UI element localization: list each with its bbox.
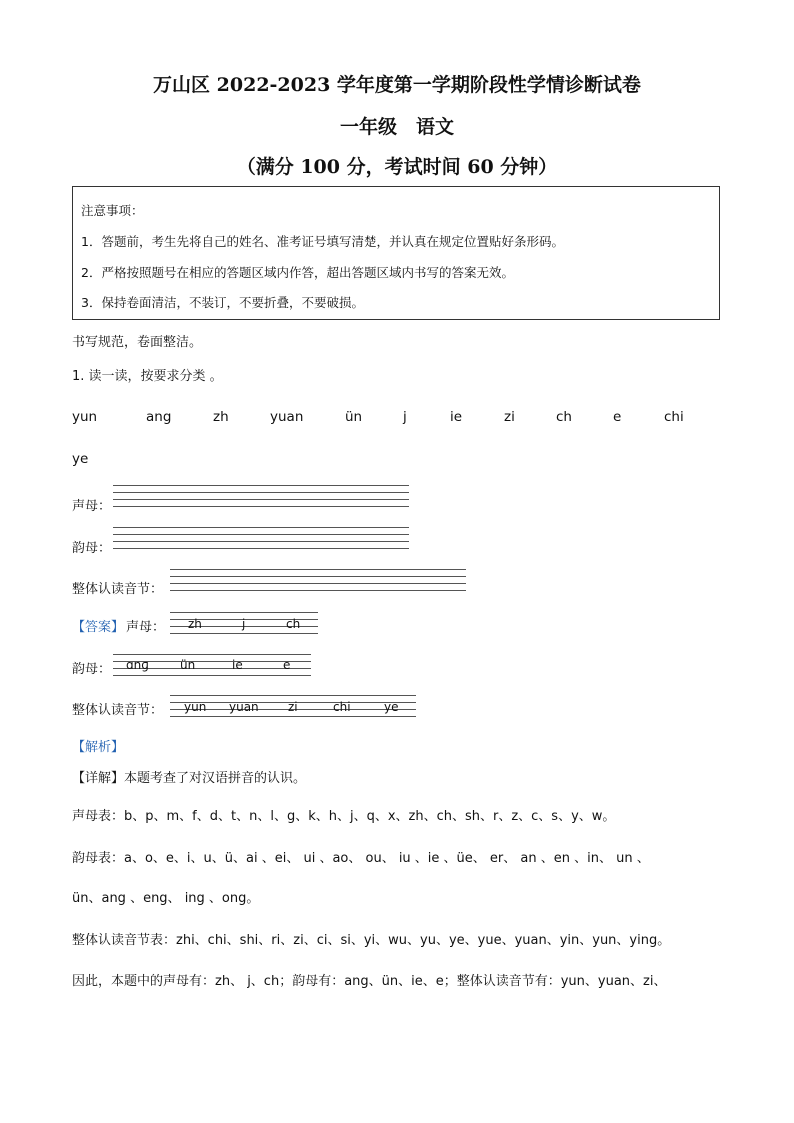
syllable: ch bbox=[556, 409, 572, 425]
analysis-detail: 【详解】本题考查了对汉语拼音的认识。 bbox=[72, 771, 307, 786]
yunmu-writing-lines[interactable] bbox=[113, 527, 409, 551]
shengmu-writing-lines[interactable] bbox=[113, 485, 409, 509]
answer-yunmu-item: ün bbox=[180, 658, 196, 672]
shengmu-label: 声母： bbox=[72, 499, 112, 514]
notice-item: 1．答题前，考生先将自己的姓名、准考证号填写清楚，并认真在规定位置贴好条形码。 bbox=[81, 234, 564, 249]
syllable: yuan bbox=[270, 409, 304, 425]
syllable: chi bbox=[664, 409, 684, 425]
answer-zhengti-item: chi bbox=[333, 700, 351, 714]
exam-meta: （满分 100 分，考试时间 60 分钟） bbox=[236, 156, 558, 178]
answer-yunmu-item: ie bbox=[232, 658, 243, 672]
answer-zhengti-item: zi bbox=[288, 700, 298, 714]
answer-yunmu-item: ɑnɡ bbox=[126, 658, 149, 672]
answer-yunmu-item: e bbox=[283, 658, 291, 672]
answer-tag: 【答案】 bbox=[72, 620, 125, 635]
notice-item: 2．严格按照题号在相应的答题区域内作答，超出答题区域内书写的答案无效。 bbox=[81, 265, 514, 280]
page-title: 万山区 2022-2023 学年度第一学期阶段性学情诊断试卷 bbox=[153, 74, 641, 96]
zhengti-writing-lines[interactable] bbox=[170, 569, 466, 593]
analysis-line: ün、ang 、eng、 ing 、ong。 bbox=[72, 891, 260, 906]
syllable: zi bbox=[504, 409, 515, 425]
notice-item: 3．保持卷面清洁，不装订，不要折叠，不要破损。 bbox=[81, 295, 364, 310]
syllable: j bbox=[403, 409, 407, 425]
answer-zhengti-item: yun bbox=[184, 700, 207, 714]
syllable: e bbox=[613, 409, 622, 425]
analysis-line: 因此，本题中的声母有：zh、 j、ch；韵母有：ang、ün、ie、e；整体认读音节有：yun、yuan、zi、 bbox=[72, 974, 667, 989]
zhengti-label: 整体认读音节： bbox=[72, 582, 164, 597]
answer-shengmu-item: zh bbox=[188, 617, 202, 631]
answer-zhengti-item: yuan bbox=[229, 700, 259, 714]
yunmu-label: 韵母： bbox=[72, 541, 112, 556]
analysis-line: 整体认读音节表：zhi、chi、shi、ri、zi、ci、si、yi、wu、yu、ye、yue、yuan、yin、yun、ying。 bbox=[72, 933, 671, 948]
answer-zhengti-label: 整体认读音节： bbox=[72, 703, 164, 718]
analysis-tag: 【解析】 bbox=[72, 740, 125, 755]
syllable: zh bbox=[213, 409, 229, 425]
syllable: yun bbox=[72, 409, 98, 425]
syllable: ye bbox=[72, 451, 89, 467]
answer-shengmu-item: ch bbox=[286, 617, 301, 631]
syllable: ang bbox=[146, 409, 172, 425]
answer-zhengti-item: ye bbox=[384, 700, 399, 714]
analysis-line: 韵母表：a、o、e、i、u、ü、ai 、ei、 ui 、ao、 ou、 iu 、ie 、üe、 er、 an 、en 、in、 un 、 bbox=[72, 851, 650, 866]
page-subtitle: 一年级 语文 bbox=[339, 116, 454, 138]
intro-text: 书写规范，卷面整洁。 bbox=[72, 335, 203, 350]
analysis-line: 声母表：b、p、m、f、d、t、n、l、g、k、h、j、q、x、zh、ch、sh、r、z、c、s、y、w。 bbox=[72, 809, 616, 824]
question-prompt: 1. 读一读，按要求分类 。 bbox=[72, 369, 223, 384]
notice-heading: 注意事项： bbox=[81, 203, 144, 218]
notice-box bbox=[72, 186, 720, 320]
syllable: ie bbox=[450, 409, 463, 425]
answer-shengmu-item: j bbox=[242, 617, 246, 631]
answer-shengmu-label: 声母： bbox=[126, 620, 166, 635]
syllable: ün bbox=[345, 409, 363, 425]
answer-yunmu-label: 韵母： bbox=[72, 662, 112, 677]
